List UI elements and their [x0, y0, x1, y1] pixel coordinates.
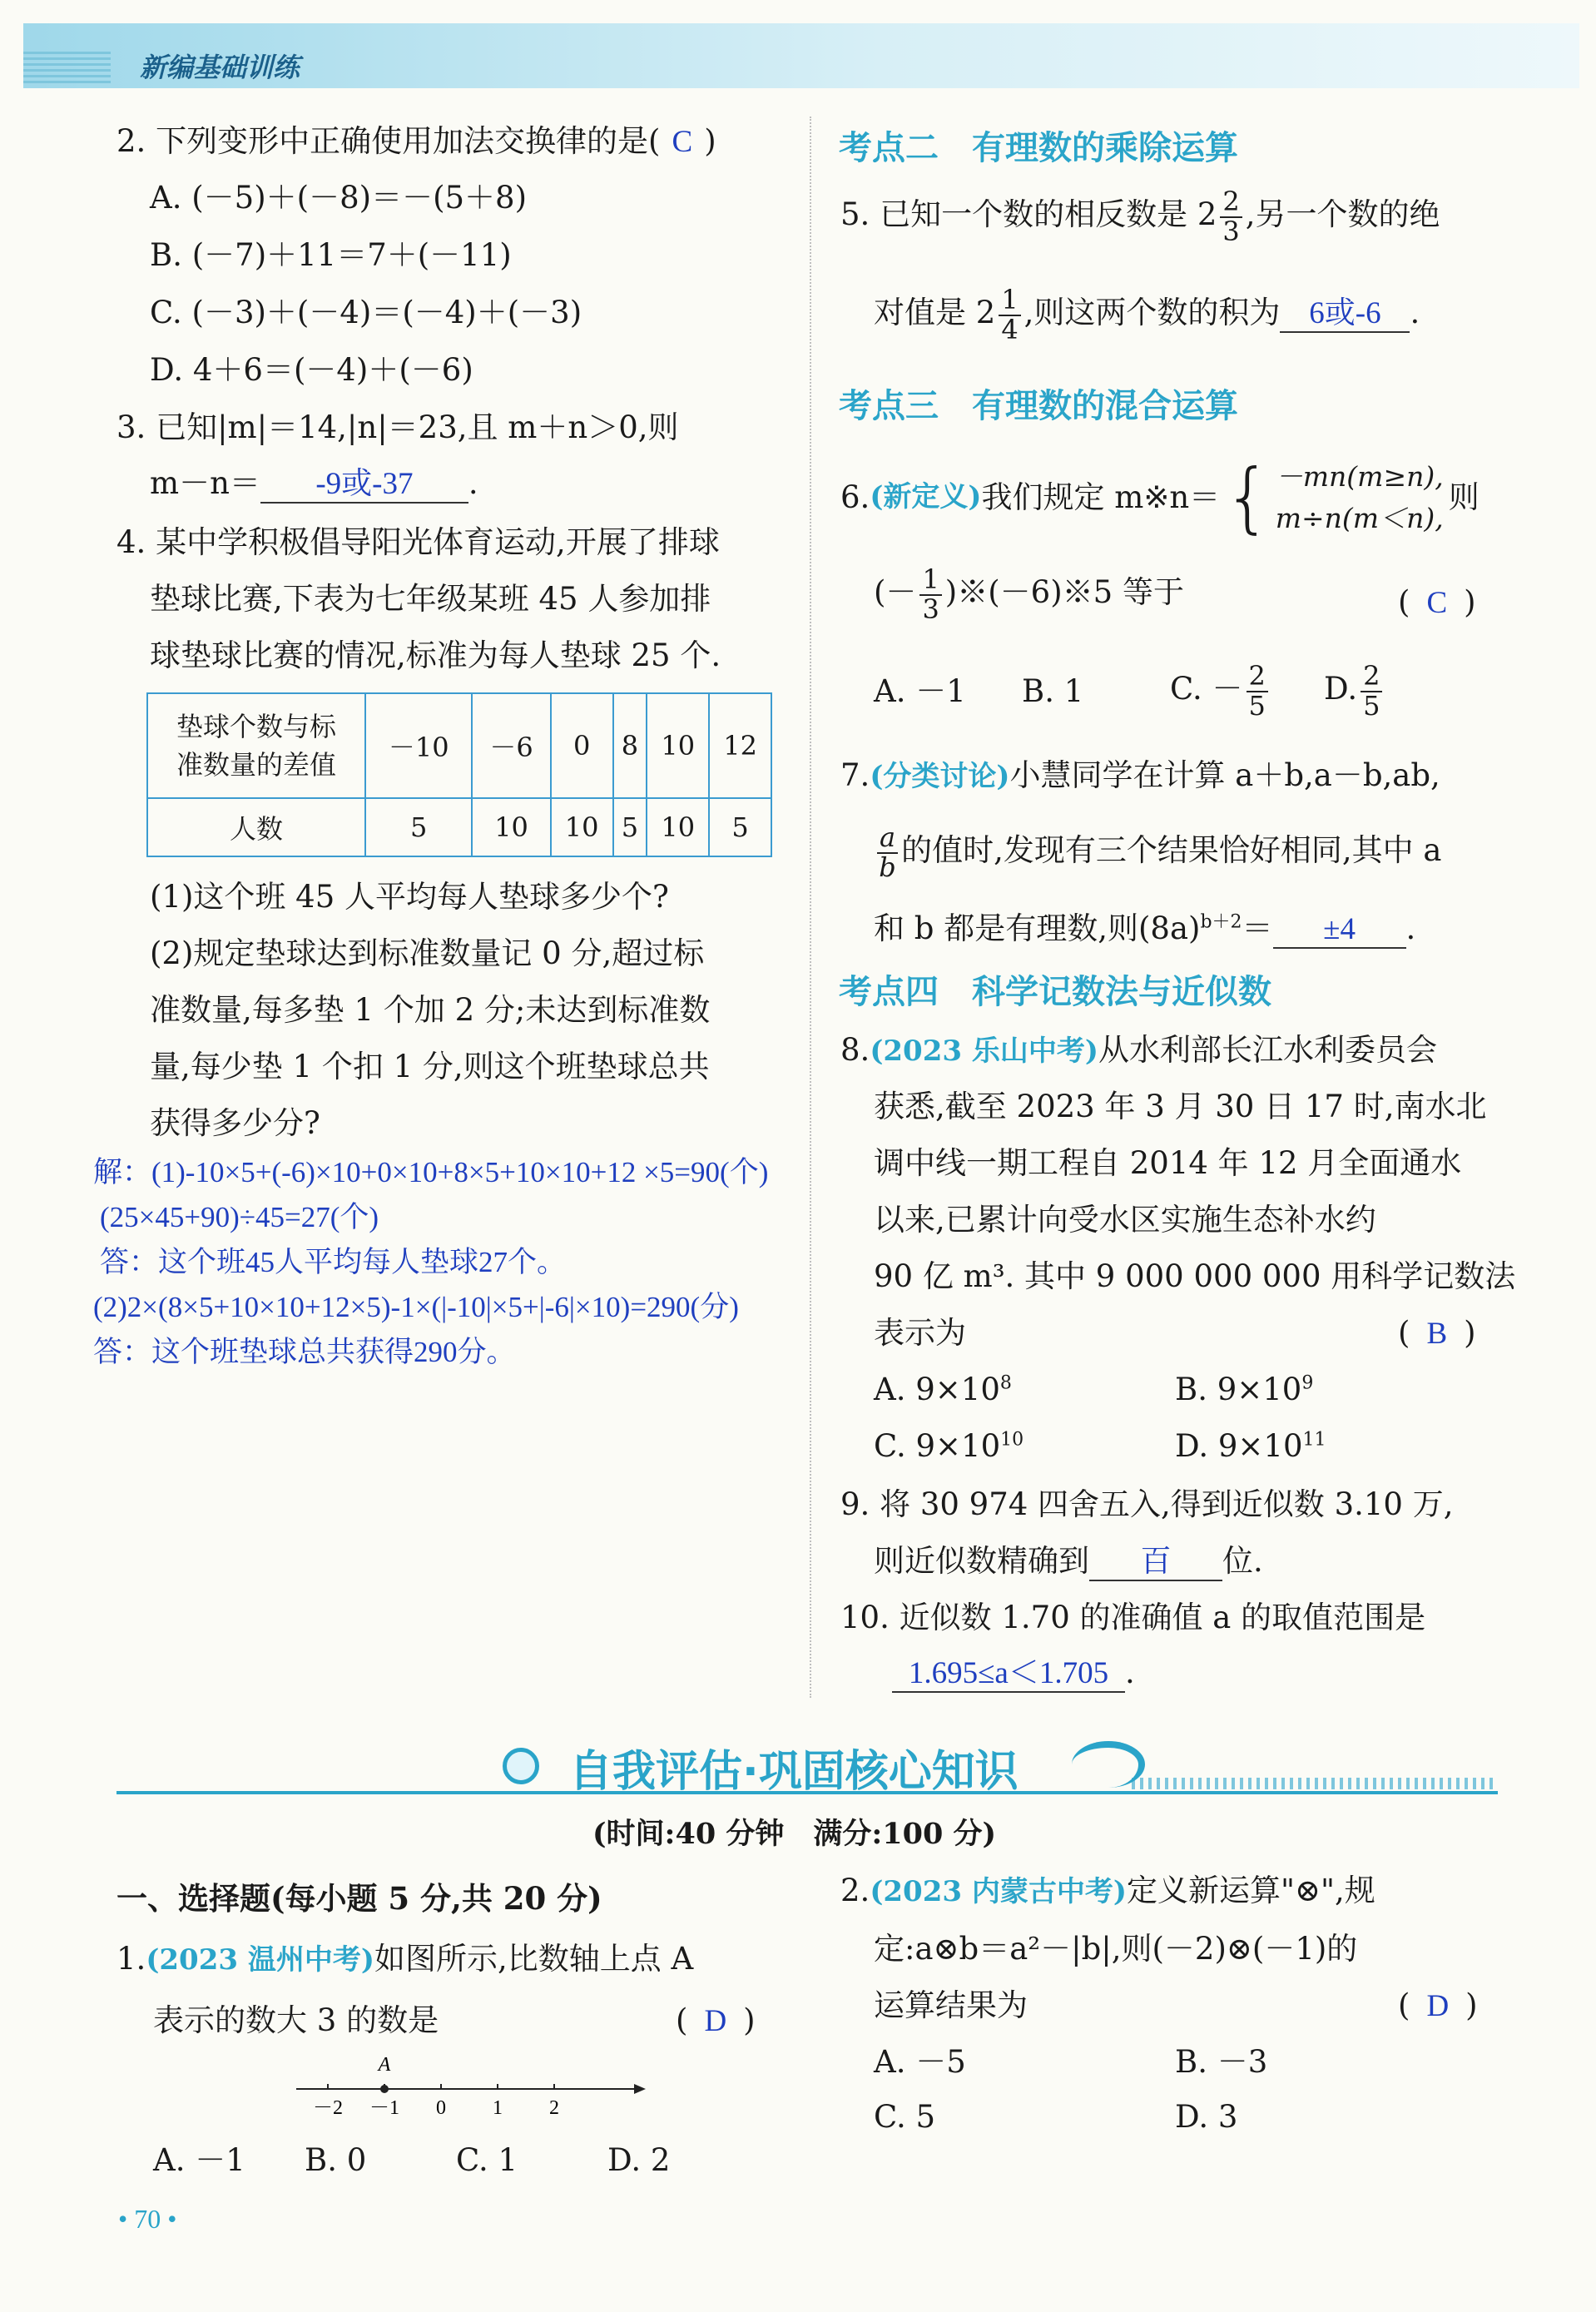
q4-line3: 球垫球比赛的情况,标准为每人垫球 25 个.	[150, 638, 721, 673]
time-info: (时间:40 分钟 满分:100 分)	[592, 1817, 997, 1851]
q6-option-d: D. $\frac{2}{5}$	[1324, 662, 1385, 720]
q3-line1: 3. 已知|m|＝14,|n|＝23,且 m＋n＞0,则	[116, 409, 679, 445]
q4-line2: 垫球比赛,下表为七年级某班 45 人参加排	[150, 581, 711, 617]
p2-option-a: A. －5	[874, 2044, 966, 2080]
page-number: • 70 •	[118, 2204, 177, 2234]
brace: {	[1223, 452, 1272, 542]
table-cell: 5	[365, 798, 472, 856]
p1-option-a: A. －1	[153, 2142, 245, 2178]
axis-tick-label: 2	[549, 2097, 559, 2119]
question-8-line5: 90 亿 m³. 其中 9 000 000 000 用科学记数法	[874, 1258, 1516, 1294]
q6-option-a: A. －1	[874, 672, 966, 709]
p2-line1: 2.(2023 内蒙古中考)定义新运算"⊗",规	[840, 1873, 1375, 1908]
table-cell: 10	[647, 693, 709, 798]
q6-options	[874, 662, 1385, 720]
banner-icon	[503, 1748, 539, 1784]
axis-arrow	[634, 2084, 646, 2094]
q6-option-c: C. － $\frac{2}{5}$	[1170, 662, 1324, 720]
q3-line2: m－n＝ -9或-37 .	[150, 460, 478, 507]
q7-answer: ±4	[1273, 913, 1406, 949]
table-header-label: 垫球个数与标 准数量的差值	[147, 693, 365, 798]
p2-line3: 运算结果为	[874, 1987, 1028, 2023]
q8-tag: (2023 乐山中考)	[870, 1034, 1098, 1068]
q4-sub1: (1)这个班 45 人平均每人垫球多少个?	[150, 879, 669, 915]
table-cell: 10	[647, 798, 709, 856]
p1-answer: D	[704, 2004, 727, 2038]
q6-case-1: －mn(m≥n),	[1275, 460, 1444, 493]
q5-fraction-1: $\frac{2}{3}$	[1220, 188, 1242, 246]
q4-line1: 4. 某中学积极倡导阳光体育运动,开展了排球	[116, 524, 720, 560]
question-7-line1: 7.(分类讨论)小慧同学在计算 a＋b,a－b,ab,	[840, 757, 1440, 793]
q7-fraction: $\frac{a}{b}$	[877, 824, 898, 881]
table-row	[147, 798, 771, 856]
question-8-line6: 表示为	[874, 1315, 966, 1351]
q8-option-d: D. $9\times 10^{11}$	[1175, 1428, 1326, 1464]
p2-answer: D	[1426, 1989, 1450, 2023]
question-6-expr: (－ $\frac{1}{3}$ )※(－6)※5 等于	[874, 563, 1184, 625]
solution-line: 答：这个班45人平均每人垫球27个。	[100, 1246, 567, 1278]
question-6-def: 6. (新定义) 我们规定 m※n＝ { －mn(m≥n), m÷n(m＜n), 则	[840, 452, 1480, 542]
banner-swoosh	[1072, 1741, 1145, 1788]
p2-tag: (2023 内蒙古中考)	[870, 1875, 1127, 1908]
table-row	[147, 693, 771, 798]
part-1-heading: 一、选择题(每小题 5 分,共 20 分)	[116, 1880, 602, 1917]
question-7-line3: 和 b 都是有理数,则$(8a)^{b+2}= \pm 4$ .	[874, 905, 1415, 952]
q2-option-c: C. (－3)＋(－4)＝(－4)＋(－3)	[150, 295, 582, 330]
q4-sub3: 准数量,每多垫 1 个加 2 分;未达到标准数	[150, 992, 711, 1028]
q10-line1: 10. 近似数 1.70 的准确值 a 的取值范围是	[840, 1600, 1426, 1635]
q2-option-d: D. 4＋6＝(－4)＋(－6)	[150, 352, 473, 388]
table-row-label: 人数	[147, 798, 365, 856]
axis-tick-label: －2	[313, 2097, 343, 2119]
table-cell: 8	[613, 693, 647, 798]
q8-option-a: A. $9\times 10^8$	[874, 1372, 1012, 1407]
q3-answer: -9或-37	[260, 468, 468, 504]
series-title: 新编基础训练	[140, 52, 300, 83]
p2-option-d: D. 3	[1175, 2099, 1238, 2135]
table-cell: 10	[551, 798, 613, 856]
number-line	[293, 2047, 651, 2122]
question-8-line4: 以来,已累计向受水区实施生态补水约	[874, 1202, 1376, 1238]
question-5-line1: 5. 已知一个数的相反数是 2 $\frac{2}{3}$ ,另一个数的绝	[840, 186, 1440, 247]
solution-line: 解：(1)-10×5+(-6)×10+0×10+8×5+10×10+12 ×5=90(个)	[93, 1156, 769, 1188]
banner-title: 自我评估·巩固核心知识	[569, 1747, 1019, 1797]
p1-option-c: C. 1	[456, 2142, 518, 2178]
question-8-line3: 调中线一期工程自 2014 年 12 月全面通水	[874, 1145, 1462, 1181]
p1-line2: 表示的数大 3 的数是	[153, 2002, 439, 2038]
question-8-line2: 获悉,截至 2023 年 3 月 30 日 17 时,南水北	[874, 1089, 1487, 1124]
banner-dots	[1132, 1778, 1498, 1789]
q6-fraction: $\frac{1}{3}$	[919, 566, 941, 623]
p2-line2: 定:a⊗b＝a²－|b|,则(－2)⊗(－1)的	[874, 1931, 1358, 1967]
q6-option-b: B. 1	[1022, 672, 1084, 709]
question-5-line2: 对值是 2 $\frac{1}{4}$ ,则这两个数的积为 6或-6 .	[874, 284, 1420, 345]
q7-tag: (分类讨论)	[870, 760, 1010, 793]
question-2: 2. 下列变形中正确使用加法交换律的是( C )	[116, 123, 716, 159]
axis-tick-label: －1	[369, 2097, 399, 2119]
q4-data-table	[146, 692, 772, 857]
q9-line2: 则近似数精确到 百 位.	[874, 1538, 1263, 1585]
solution-line: (2)2×(8×5+10×10+12×5)-1×(|-10|×5+|-6|×10)=290(分)	[93, 1291, 739, 1323]
q2-option-b: B. (－7)＋11＝7＋(－11)	[150, 237, 512, 273]
table-cell: 0	[551, 693, 613, 798]
p2-option-b: B. －3	[1175, 2044, 1268, 2080]
q6-tag: (新定义)	[870, 480, 982, 514]
q4-solution	[93, 1150, 768, 1375]
q5-fraction-2: $\frac{1}{4}$	[999, 286, 1020, 344]
q4-sub5: 获得多少分?	[150, 1105, 320, 1141]
q2-answer: C	[672, 125, 693, 159]
point-a-label: A	[378, 2054, 391, 2076]
q2-option-a: A. (－5)＋(－8)＝－(5＋8)	[150, 180, 528, 216]
q8-option-b: B. $9\times 10^9$	[1175, 1372, 1314, 1407]
p2-answer-paren: ( D )	[1398, 1987, 1478, 2023]
q4-sub2: (2)规定垫球达到标准数量记 0 分,超过标	[150, 935, 705, 971]
section-heading-3: 考点三 有理数的混合运算	[839, 386, 1238, 425]
solution-line: 答：这个班垫球总共获得290分。	[93, 1336, 516, 1368]
p1-tag: (2023 温州中考)	[146, 1943, 374, 1977]
q6-answer-paren: ( C )	[1398, 584, 1476, 620]
q10-answer: 1.695≤a＜1.705	[892, 1657, 1125, 1693]
header-stripes	[23, 50, 111, 83]
section-heading-4: 考点四 科学记数法与近似数	[839, 972, 1271, 1011]
q8-option-c: C. $9\times 10^{10}$	[874, 1428, 1024, 1464]
p1-answer-paren: ( D )	[676, 2002, 756, 2038]
point-a	[380, 2085, 389, 2093]
q9-answer: 百	[1089, 1545, 1222, 1581]
question-8-line1: 8.(2023 乐山中考)从水利部长江水利委员会	[840, 1032, 1437, 1068]
p1-option-d: D. 2	[607, 2142, 671, 2178]
q6-answer: C	[1426, 586, 1448, 620]
table-cell: －10	[365, 693, 472, 798]
axis-tick-label: 1	[493, 2097, 503, 2119]
q6-case-2: m÷n(m＜n),	[1275, 501, 1444, 534]
table-cell: －6	[472, 693, 550, 798]
table-cell: 12	[709, 693, 771, 798]
q8-answer: B	[1426, 1317, 1448, 1351]
table-cell: 5	[613, 798, 647, 856]
q8-answer-paren: ( B )	[1398, 1315, 1476, 1351]
table-cell: 10	[472, 798, 550, 856]
q10-line2: 1.695≤a＜1.705 .	[892, 1650, 1135, 1696]
q5-answer: 6或-6	[1280, 297, 1410, 333]
p1-line1: 1.(2023 温州中考)如图所示,比数轴上点 A	[116, 1941, 694, 1977]
solution-line: (25×45+90)÷45=27(个)	[100, 1201, 379, 1233]
axis-tick-label: 0	[436, 2097, 446, 2119]
column-divider	[810, 117, 811, 1698]
p2-option-c: C. 5	[874, 2099, 936, 2135]
p1-option-b: B. 0	[305, 2142, 367, 2178]
q4-sub4: 量,每少垫 1 个扣 1 分,则这个班垫球总共	[150, 1049, 710, 1084]
table-cell: 5	[709, 798, 771, 856]
question-7-line2: $\frac{a}{b}$ 的值时,发现有三个结果恰好相同,其中 a	[874, 824, 1441, 881]
q9-line1: 9. 将 30 974 四舍五入,得到近似数 3.10 万,	[840, 1486, 1454, 1522]
section-heading-2: 考点二 有理数的乘除运算	[839, 128, 1238, 167]
